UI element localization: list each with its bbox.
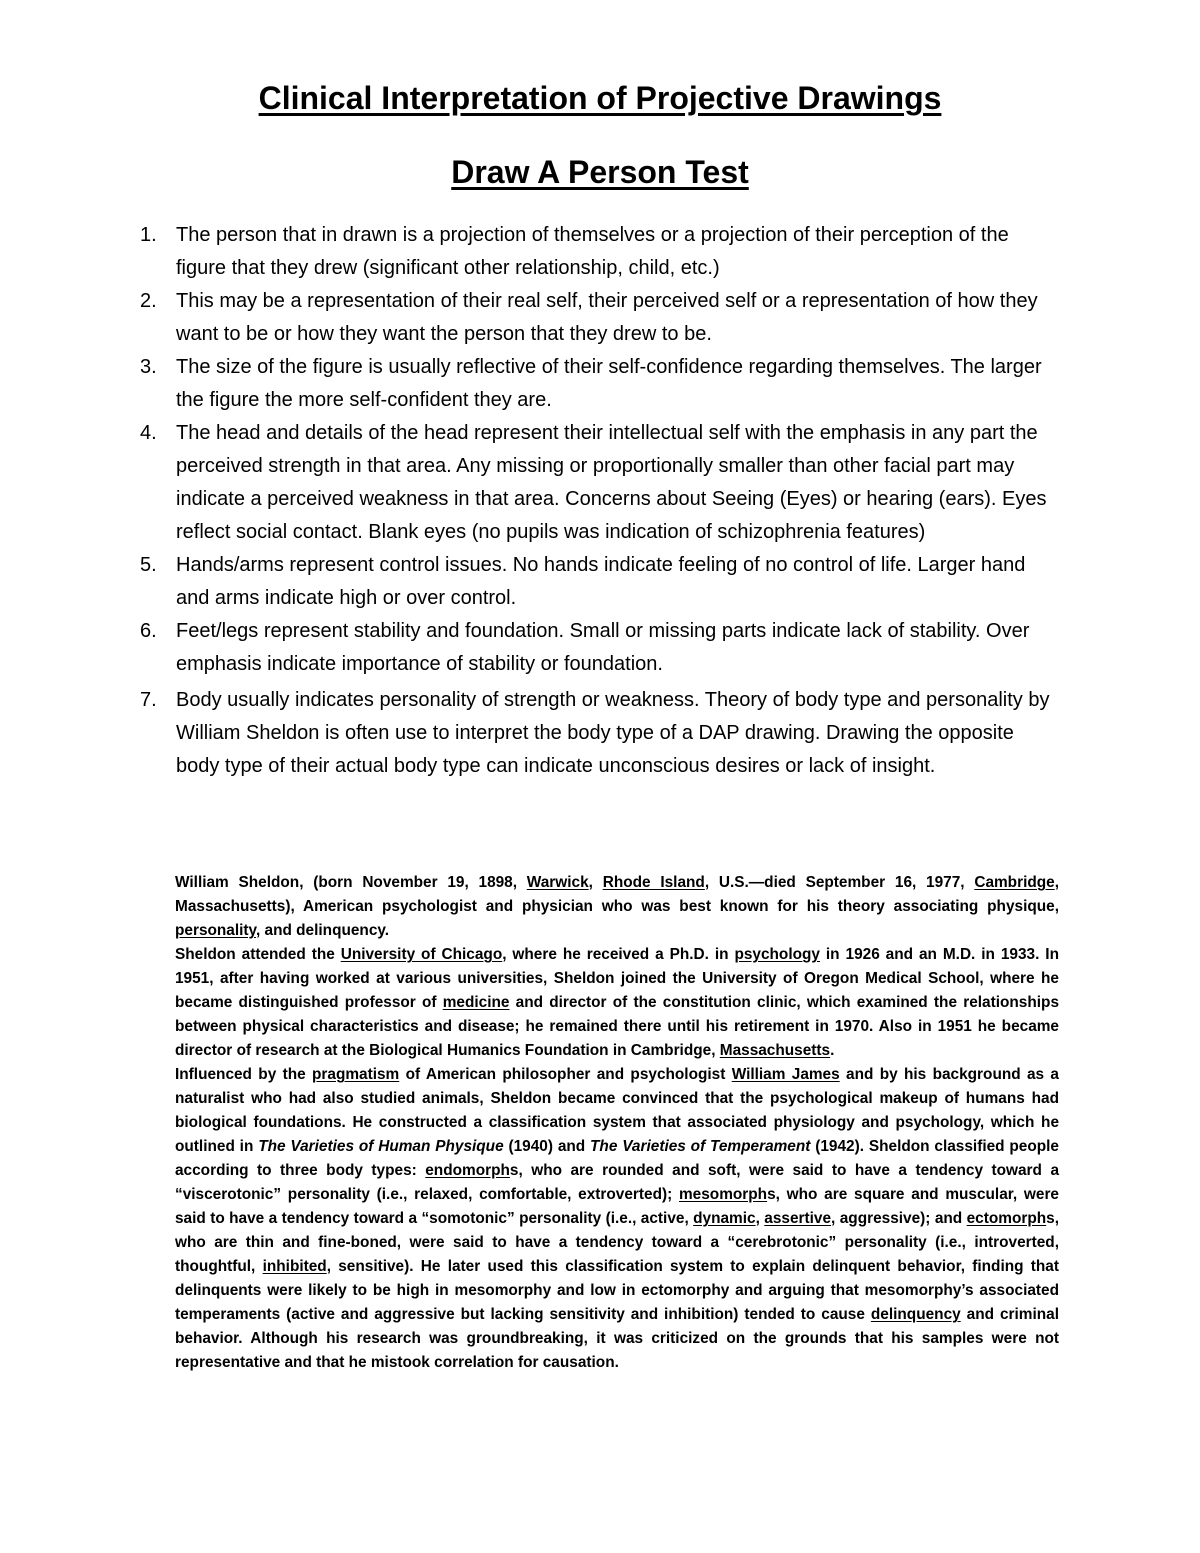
bio-text: s, who are thin and fine-boned, were said to have a tendency toward a “cerebrotonic” personality (i.e., introverted, thoughtful, [175,1210,1059,1275]
bio-link-warwick[interactable]: Warwick [526,874,589,891]
bio-text: in 1926 and an M.D. in 1933. In 1951, after having worked at various universities, Sheldon joined the University of Oregon Medical School, where he became distinguished professor of [175,946,1059,1011]
book-title-temperament: The Varieties of Temperament [590,1138,811,1155]
list-item-text: The size of the figure is usually reflective of their self-confidence regarding themselves. The larger the figure the more self-confident they are. [176,356,1042,411]
bio-paragraph-3 [175,1063,1059,1375]
bio-link-personality[interactable]: personality [175,922,256,939]
bio-text: s, who are rounded and soft, were said to have a tendency toward a “viscerotonic” personality (i.e., relaxed, comfortable, extroverted); [175,1162,1059,1203]
list-item [140,285,1060,351]
list-item-text: This may be a representation of their real self, their perceived self or a representation of how they want to be or how they want the person that they drew to be. [176,290,1038,345]
bio-link-cambridge[interactable]: Cambridge [974,874,1055,891]
document-title: Clinical Interpretation of Projective Drawings [258,80,942,116]
bio-link-pragmatism[interactable]: pragmatism [312,1066,400,1083]
bio-text: Influenced by the [175,1066,312,1083]
list-item-number: 1. [140,224,157,246]
list-item-text: Body usually indicates personality of strength or weakness. Theory of body type and personality by William Sheldon is often use to interpret the body type of a DAP drawing. Drawing the opposite body type of their actual body type can indicate unconscious desires or lack of insight. [176,689,1050,777]
list-item-text: Feet/legs represent stability and foundation. Small or missing parts indicate lack of stability. Over emphasis indicate importance of stability or foundation. [176,620,1030,675]
bio-text: (1940) and [503,1138,591,1155]
bio-text: William Sheldon, (born November 19, 1898, [175,874,527,891]
bio-text: , [755,1210,765,1227]
list-item-number: 2. [140,290,157,312]
list-item [140,417,1060,549]
bio-text: (1942). Sheldon classified people according to three body types: [175,1138,1059,1179]
bio-text: , [588,874,603,891]
list-item-text: The head and details of the head represent their intellectual self with the emphasis in any part the perceived strength in that area. Any missing or proportionally smaller than other facial part may indicate a perceived weakness in that area. Concerns about Seeing (Eyes) or hearing (ears). Eyes reflect social contact. Blank eyes (no pupils was indication of schizophrenia features) [176,422,1047,543]
bio-text: , U.S.—died September 16, 1977, [704,874,975,891]
bio-link-delinquency[interactable]: delinquency [870,1306,961,1323]
list-item-number: 5. [140,554,157,576]
bio-link-william-james[interactable]: William James [731,1066,840,1083]
bio-link-endomorph[interactable]: endomorph [425,1162,510,1179]
bio-paragraph-1 [175,871,1059,943]
list-item-text: Hands/arms represent control issues. No hands indicate feeling of no control of life. Larger hand and arms indicate high or over control. [176,554,1026,609]
bio-text: . [830,1042,835,1059]
bio-link-dynamic[interactable]: dynamic [693,1210,756,1227]
list-item [140,684,1060,783]
book-title-human-physique: The Varieties of Human Physique [258,1138,504,1155]
bio-link-ectomorph[interactable]: ectomorph [966,1210,1047,1227]
bio-text: , and delinquency. [255,922,390,939]
bio-text: , Massachusetts), American psychologist and physician who was best known for his theory associating physique, [175,874,1059,915]
bio-text: and criminal behavior. Although his research was groundbreaking, it was criticized on the grounds that his samples were not representative and that he mistook correlation for causation. [175,1306,1059,1371]
bio-link-inhibited[interactable]: inhibited [262,1258,327,1275]
document-subtitle: Draw A Person Test [451,154,749,190]
list-item-number: 6. [140,620,157,642]
list-item [140,219,1060,285]
bio-link-assertive[interactable]: assertive [764,1210,832,1227]
bio-paragraph-2 [175,943,1059,1063]
interpretation-list [140,219,1060,783]
list-item-number: 4. [140,422,157,444]
list-item [140,351,1060,417]
bio-text: , aggressive); and [831,1210,967,1227]
bio-text: , where he received a Ph.D. in [502,946,735,963]
bio-link-rhode-island[interactable]: Rhode Island [602,874,705,891]
bio-link-medicine[interactable]: medicine [442,994,510,1011]
bio-text: s, who are square and muscular, were said to have a tendency toward a “somotonic” personality (i.e., active, [175,1186,1059,1227]
list-item-number: 3. [140,356,157,378]
bio-link-mesomorph[interactable]: mesomorph [679,1186,768,1203]
bio-link-massachusetts[interactable]: Massachusetts [719,1042,831,1059]
sheldon-biography [175,871,1059,1375]
bio-text: and by his background as a naturalist who had also studied animals, Sheldon became convinced that the psychological makeup of humans had biological foundations. He constructed a classification system that associated physiology and psychology, which he outlined in [175,1066,1059,1155]
list-item-number: 7. [140,689,157,711]
bio-link-university-of-chicago[interactable]: University of Chicago [340,946,503,963]
bio-text: of American philosopher and psychologist [399,1066,732,1083]
bio-link-psychology[interactable]: psychology [734,946,820,963]
list-item-text: The person that in drawn is a projection of themselves or a projection of their perception of the figure that they drew (significant other relationship, child, etc.) [176,224,1009,279]
bio-text: , sensitive). He later used this classification system to explain delinquent behavior, finding that delinquents were likely to be high in mesomorphy and low in ectomorphy and arguing that mesomorphy’s associated temperaments (active and aggressive but lacking sensitivity and inhibition) tended to cause [175,1258,1059,1323]
bio-text: Sheldon attended the [175,946,341,963]
list-item [140,615,1060,681]
bio-text: and director of the constitution clinic, which examined the relationships between physical characteristics and disease; he remained there until his retirement in 1970. Also in 1951 he became director of research at the Biological Humanics Foundation in Cambridge, [175,994,1060,1059]
list-item [140,549,1060,615]
